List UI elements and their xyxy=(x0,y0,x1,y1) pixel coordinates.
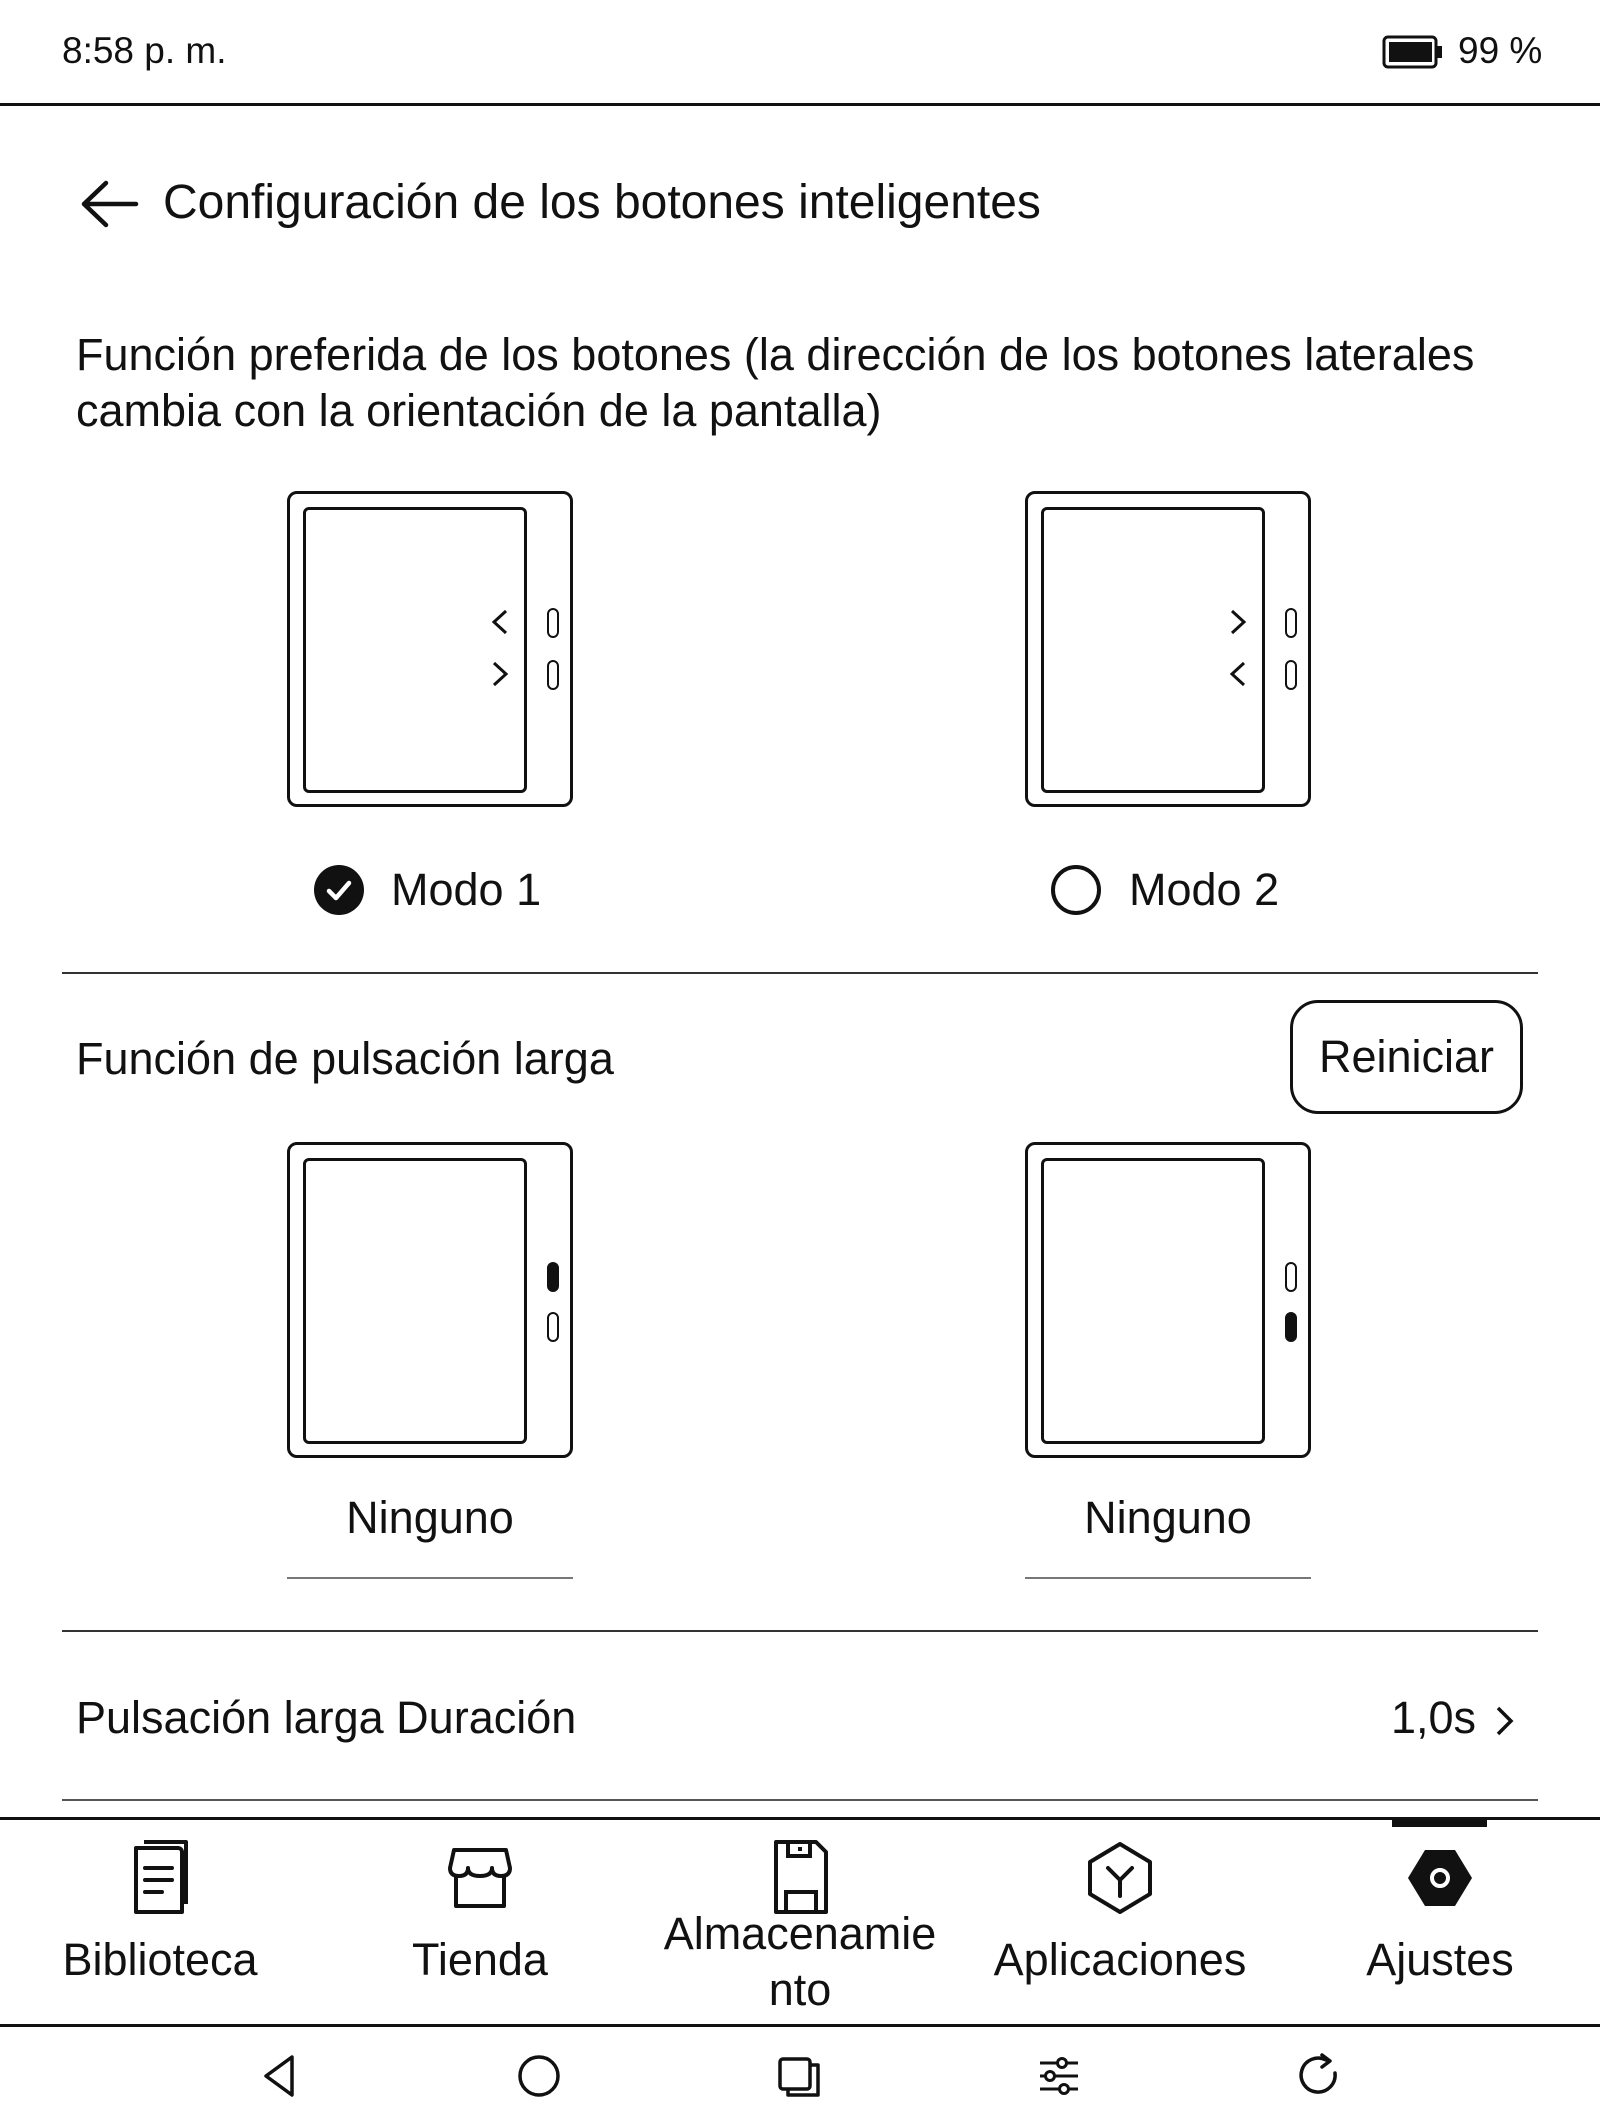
side-button-bottom xyxy=(547,660,559,690)
back-triangle-icon[interactable] xyxy=(252,2049,306,2103)
chevron-right-icon xyxy=(1224,608,1252,636)
long-press-top-action-select[interactable]: Ninguno xyxy=(346,1492,514,1543)
recents-icon[interactable] xyxy=(772,2049,826,2103)
library-icon xyxy=(124,1838,196,1918)
mode-1-device-illustration[interactable] xyxy=(287,491,573,807)
nav-label-storage: Almacenamie nto xyxy=(663,1908,937,2015)
nav-item-settings[interactable] xyxy=(1280,1820,1600,2024)
mode-2-label[interactable]: Modo 2 xyxy=(1129,864,1280,915)
select-underline xyxy=(1025,1577,1311,1579)
side-button-top xyxy=(1285,1262,1297,1292)
nav-label-apps: Aplicaciones xyxy=(993,1934,1247,1985)
nav-item-storage[interactable] xyxy=(640,1820,960,2024)
nav-item-library[interactable] xyxy=(0,1820,320,2024)
duration-value: 1,0s xyxy=(1390,1692,1476,1743)
chevron-right-icon xyxy=(1492,1704,1516,1738)
status-time: 8:58 p. m. xyxy=(62,30,227,71)
battery-icon xyxy=(1382,35,1444,69)
duration-label: Pulsación larga Duración xyxy=(76,1692,577,1743)
page-title: Configuración de los botones inteligentes xyxy=(163,176,1041,229)
long-press-duration-row[interactable] xyxy=(62,1670,1538,1770)
settings-icon xyxy=(1404,1838,1476,1918)
home-circle-icon[interactable] xyxy=(512,2049,566,2103)
nav-label-store: Tienda xyxy=(412,1934,548,1985)
long-press-title: Función de pulsación larga xyxy=(76,1033,614,1084)
status-bar xyxy=(0,0,1600,106)
preferred-function-description: Función preferida de los botones (la dirección de los botones laterales cambia con la orientación de la pantalla) xyxy=(76,329,1475,436)
chevron-left-icon xyxy=(1224,660,1252,688)
long-press-bottom-button-illustration[interactable] xyxy=(1025,1142,1311,1458)
divider xyxy=(62,1630,1538,1632)
side-button-top xyxy=(1285,608,1297,638)
side-button-top-highlighted xyxy=(547,1262,559,1292)
divider xyxy=(62,972,1538,974)
store-icon xyxy=(444,1838,516,1918)
nav-item-apps[interactable] xyxy=(960,1820,1280,2024)
device-screen xyxy=(1041,1158,1265,1444)
chevron-left-icon xyxy=(486,608,514,636)
back-arrow-icon[interactable] xyxy=(78,178,142,230)
nav-label-settings: Ajustes xyxy=(1366,1934,1514,1985)
reset-button[interactable]: Reiniciar xyxy=(1290,1000,1523,1114)
side-button-bottom-highlighted xyxy=(1285,1312,1297,1342)
long-press-top-button-illustration[interactable] xyxy=(287,1142,573,1458)
device-screen xyxy=(1041,507,1265,793)
mode-2-device-illustration[interactable] xyxy=(1025,491,1311,807)
bottom-navigation xyxy=(0,1817,1600,2027)
battery-percentage: 99 % xyxy=(1458,30,1543,71)
mode-1-radio-checked-icon[interactable] xyxy=(313,864,365,916)
refresh-icon[interactable] xyxy=(1292,2049,1346,2103)
mode-1-label[interactable]: Modo 1 xyxy=(391,864,542,915)
device-screen xyxy=(303,507,527,793)
divider xyxy=(62,1799,1538,1801)
side-button-bottom xyxy=(1285,660,1297,690)
system-navigation-bar xyxy=(0,2027,1600,2127)
nav-label-library: Biblioteca xyxy=(62,1934,258,1985)
apps-icon xyxy=(1084,1838,1156,1918)
side-button-top xyxy=(547,608,559,638)
select-underline xyxy=(287,1577,573,1579)
device-screen xyxy=(303,1158,527,1444)
side-button-bottom xyxy=(547,1312,559,1342)
mode-2-radio-unchecked-icon[interactable] xyxy=(1050,864,1102,916)
nav-item-store[interactable] xyxy=(320,1820,640,2024)
adjust-icon[interactable] xyxy=(1032,2049,1086,2103)
long-press-bottom-action-select[interactable]: Ninguno xyxy=(1084,1492,1252,1543)
chevron-right-icon xyxy=(486,660,514,688)
active-tab-indicator xyxy=(1392,1817,1487,1827)
